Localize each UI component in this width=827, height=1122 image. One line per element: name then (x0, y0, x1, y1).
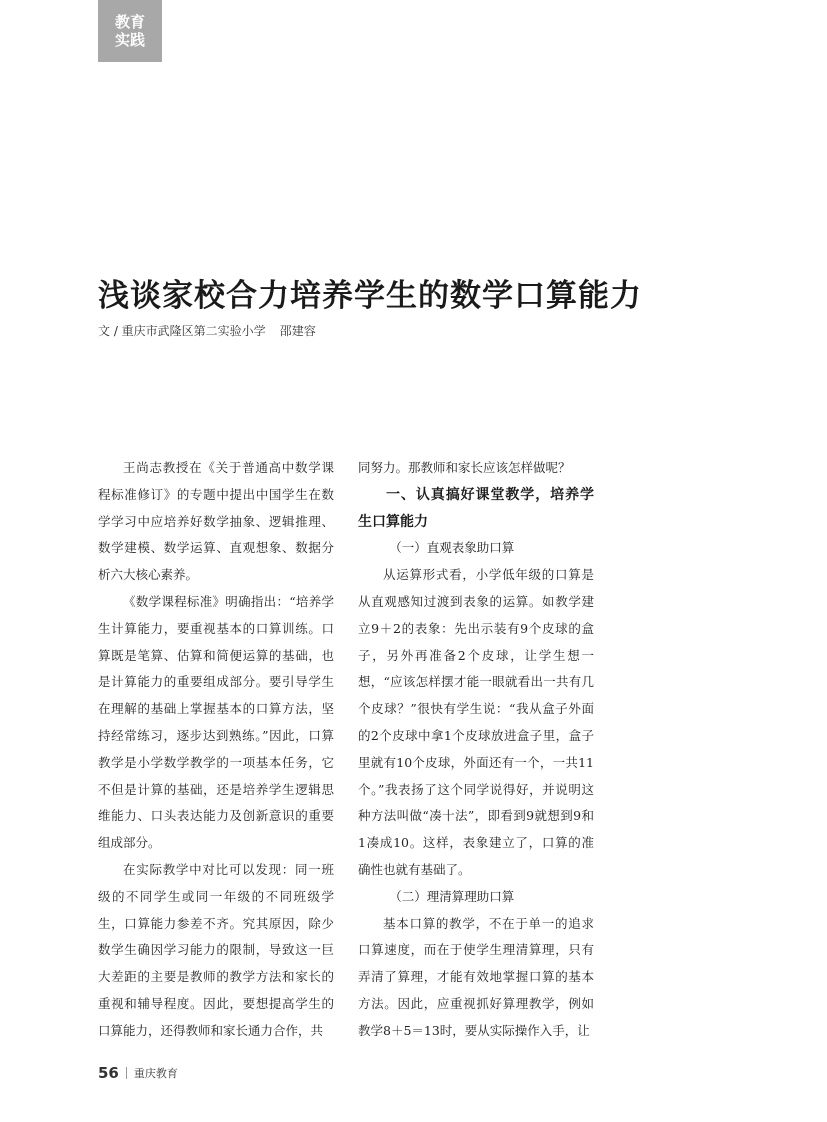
paragraph: 在实际教学中对比可以发现：同一班级的不同学生或同一年级的不同班级学生，口算能力参差不齐。究其原因，除少数学生确因学习能力的限制，导致这一巨大差距的主要是教师的教学方法和家长的重视和辅导程度。因此，要想提高学生的口算能力，还得教师和家长通力合作，共 (98, 861, 334, 1038)
byline (98, 322, 316, 339)
paragraph: 基本口算的教学，不在于单一的追求口算速度，而在于使学生理清算理，只有弄清了算理，才能有效地掌握口算的基本方法。因此，应重视抓好算理教学，例如教学8＋5＝13时，要从实际操作入手，让 (358, 915, 594, 1038)
page-number: 56 (98, 1064, 119, 1082)
subsection-heading: （一）直观表象助口算 (389, 540, 515, 556)
journal-name: 重庆教育 (133, 1067, 178, 1080)
badge-line-2: 实践 (114, 31, 145, 49)
paragraph: 《数学课程标准》明确指出：“培养学生计算能力，要重视基本的口算训练。口算既是笔算、估算和简便运算的基础，也是计算能力的重要组成部分。要引导学生在理解的基础上掌握基本的口算方法，坚持经常练习，逐步达到熟练。”因此，口算教学是小学数学教学的一项基本任务，它不但是计算的基础，还是培养学生逻辑思维能力、口头表达能力及创新意识的重要组成部分。 (98, 593, 334, 851)
byline-author: 邵建容 (279, 324, 316, 338)
page-footer (98, 1064, 178, 1082)
paragraph: 从运算形式看，小学低年级的口算是从直观感知过渡到表象的运算。如教学建立9＋2的表象：先出示装有9个皮球的盒子，另外再准备2个皮球，让学生想一想，“应该怎样摆才能一眼就看出一共有几个皮球？”很快有学生说：“我从盒子外面的2个皮球中拿1个皮球放进盒子里，盒子里就有10个皮球，外面还有一个，一共11个。”我表扬了这个同学说得好，并说明这种方法叫做“凑十法”，即看到9就想到9和1凑成10。这样，表象建立了，口算的准确性也就有基础了。 (358, 567, 594, 877)
right-column (358, 455, 594, 1045)
section-heading: 一、认真搞好课堂教学，培养学生口算能力 (358, 486, 594, 530)
byline-affiliation: 文 / 重庆市武隆区第二实验小学 (98, 324, 266, 338)
footer-divider (126, 1067, 127, 1079)
article-title: 浅谈家校合力培养学生的数学口算能力 (98, 278, 642, 314)
subsection-heading: （二）理清算理助口算 (389, 888, 515, 904)
paragraph: 王尚志教授在《关于普通高中数学课程标准修订》的专题中提出中国学生在数学学习中应培养好数学抽象、逻辑推理、数学建模、数学运算、直观想象、数据分析六大核心素养。 (98, 460, 334, 583)
paragraph-continued: 同努力。那教师和家长应该怎样做呢？ (358, 460, 571, 475)
badge-line-1: 教育 (114, 13, 145, 31)
left-column (98, 455, 334, 1045)
section-badge (98, 0, 162, 62)
